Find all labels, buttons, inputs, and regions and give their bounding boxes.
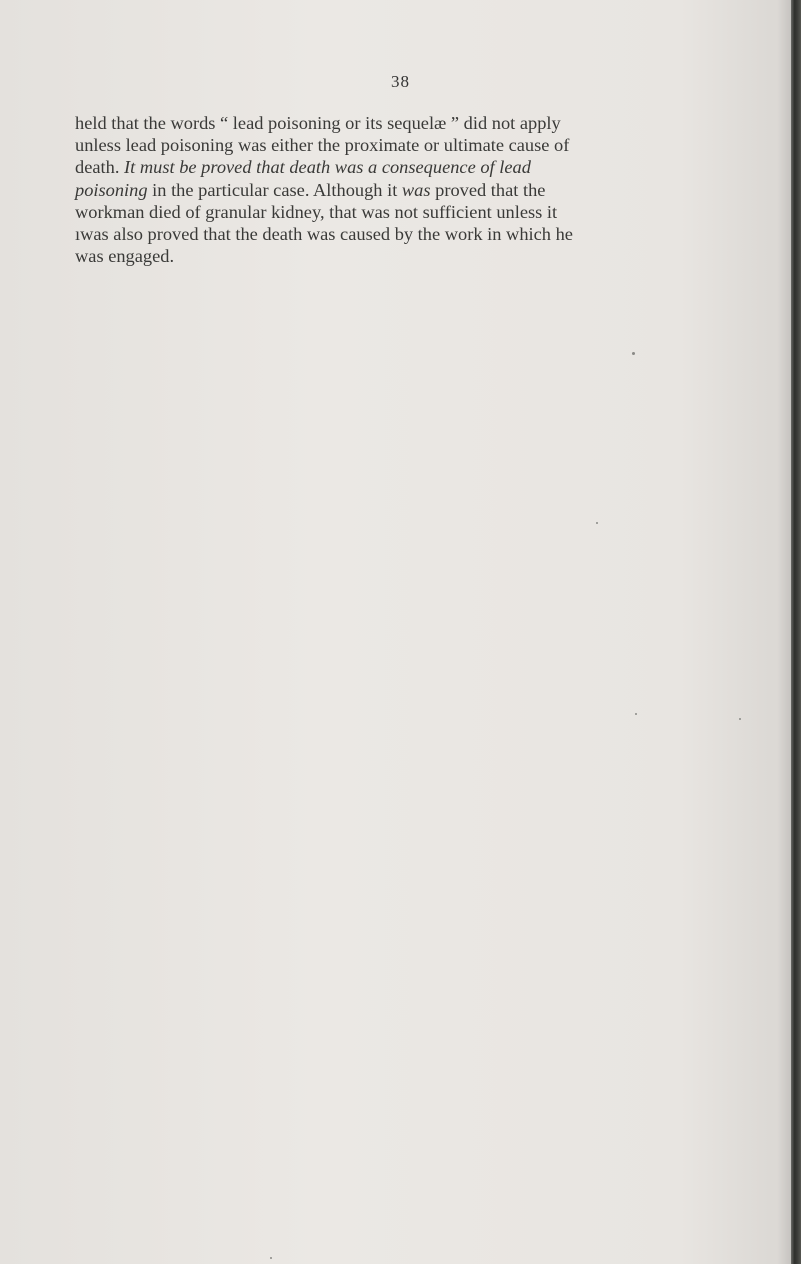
text-segment: death. [75, 157, 125, 178]
italic-text-segment: It must be proved that death was a consequence of lead [124, 157, 531, 178]
text-line [75, 245, 787, 267]
text-line [75, 179, 787, 201]
text-segment: unless lead poisoning was either the proximate or ultimate cause of [75, 135, 570, 156]
text-line [75, 134, 787, 156]
scan-speck [270, 1257, 272, 1259]
text-line [75, 201, 787, 223]
page-number: 38 [391, 72, 410, 91]
text-segment: workman died of granular kidney, that was not sufficient unless it [75, 201, 558, 222]
text-line [75, 223, 787, 245]
text-segment: ıwas also proved that the death was caused by the work in which he [75, 224, 573, 245]
text-segment: held that the words “ lead poisoning or its sequelæ ” did not apply [75, 113, 561, 133]
scan-speck [739, 718, 741, 720]
scan-speck [596, 522, 598, 524]
text-segment: proved that the [430, 179, 546, 200]
text-segment: in the particular case. Although it [147, 179, 402, 200]
binding-edge [791, 0, 801, 1264]
text-line [75, 112, 787, 134]
text-segment: was engaged. [75, 246, 175, 267]
body-paragraph [75, 112, 787, 267]
scan-speck [632, 352, 635, 355]
italic-text-segment: was [401, 179, 431, 200]
italic-text-segment: poisoning [75, 179, 148, 200]
text-line [75, 156, 787, 178]
scan-speck [635, 713, 637, 715]
